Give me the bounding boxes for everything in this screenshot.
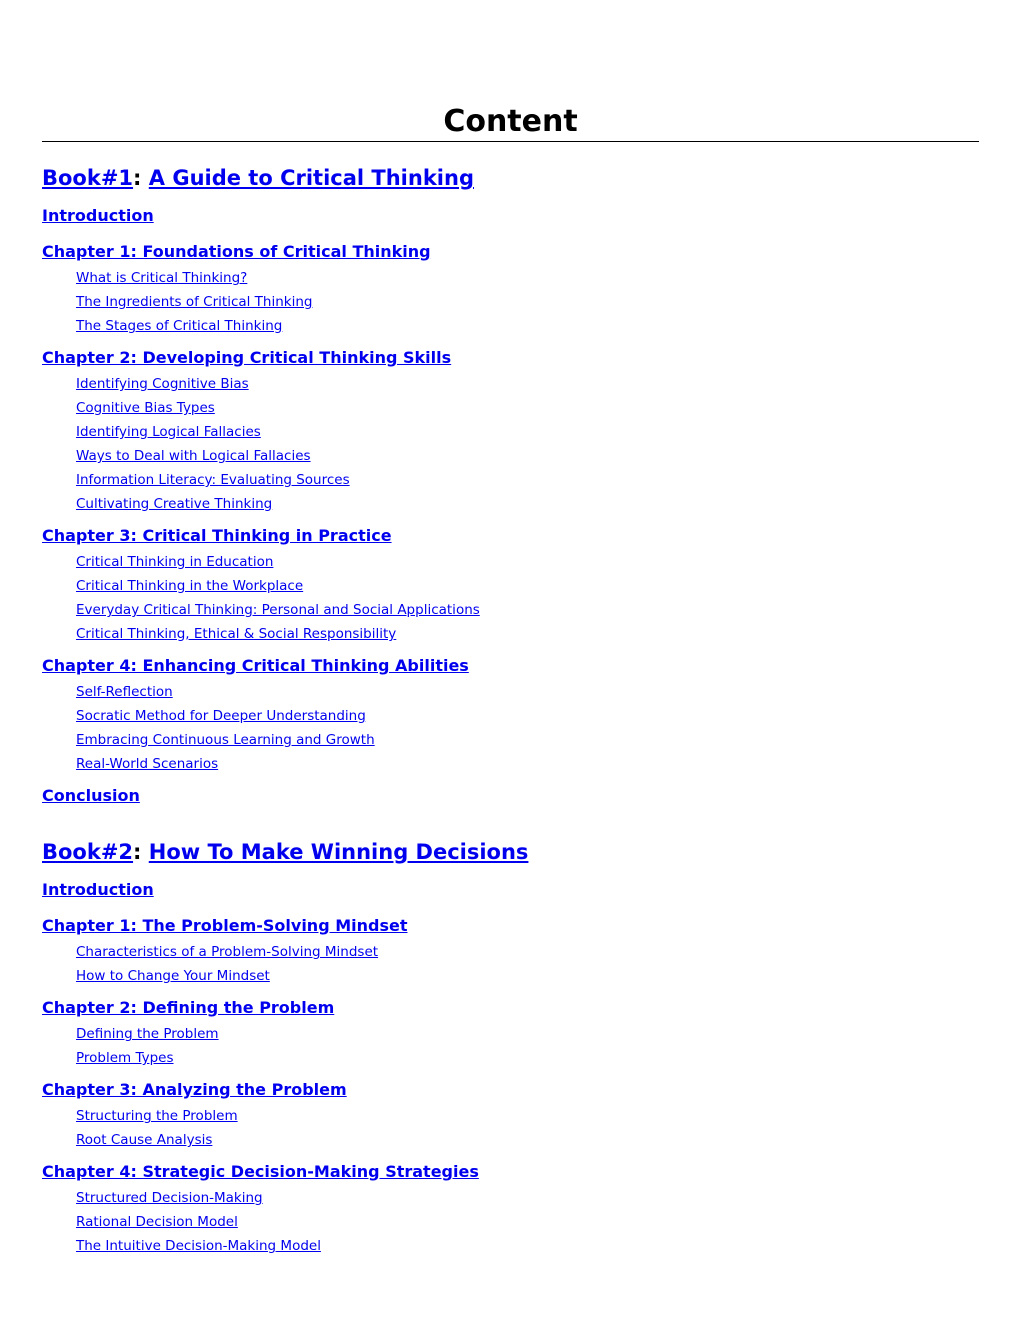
toc-chapter-link[interactable]: Chapter 3: Critical Thinking in Practice [42, 526, 392, 545]
toc-section-link[interactable]: Critical Thinking, Ethical & Social Responsibility [76, 626, 397, 642]
book-colon: : [133, 840, 142, 864]
toc-section-link[interactable]: Critical Thinking in the Workplace [76, 578, 304, 594]
toc-section-link[interactable]: How to Change Your Mindset [76, 968, 270, 984]
toc-section-link[interactable]: Critical Thinking in Education [76, 554, 274, 570]
toc-section-link[interactable]: Ways to Deal with Logical Fallacies [76, 448, 311, 464]
toc-chapter-link[interactable]: Chapter 4: Strategic Decision-Making Strategies [42, 1162, 479, 1181]
book-heading [42, 837, 979, 867]
toc-section-link[interactable]: Self-Reflection [76, 684, 173, 700]
toc-section-link[interactable]: The Stages of Critical Thinking [76, 318, 283, 334]
toc-section-link[interactable]: Defining the Problem [76, 1026, 219, 1042]
toc-section-link[interactable]: Characteristics of a Problem-Solving Mindset [76, 944, 379, 960]
book-label-link[interactable]: Book#1 [42, 166, 134, 190]
toc-chapter-link[interactable]: Chapter 1: The Problem-Solving Mindset [42, 916, 408, 935]
toc-section-link[interactable]: Problem Types [76, 1050, 174, 1066]
toc-section-link[interactable]: Everyday Critical Thinking: Personal and Social Applications [76, 602, 480, 618]
title-divider [42, 141, 979, 142]
toc-introduction-link[interactable]: Introduction [42, 206, 154, 225]
toc-section-link[interactable]: Structuring the Problem [76, 1108, 238, 1124]
toc-introduction-link[interactable]: Introduction [42, 880, 154, 899]
toc-section-link[interactable]: Rational Decision Model [76, 1214, 238, 1230]
toc-chapter-link[interactable]: Chapter 2: Developing Critical Thinking Skills [42, 348, 452, 367]
toc-section-link[interactable]: The Intuitive Decision-Making Model [76, 1238, 321, 1254]
book-title-link[interactable]: A Guide to Critical Thinking [148, 166, 474, 190]
toc-section-link[interactable]: Root Cause Analysis [76, 1132, 213, 1148]
toc-section-link[interactable]: Cognitive Bias Types [76, 400, 215, 416]
toc-section-link[interactable]: What is Critical Thinking? [76, 270, 248, 286]
toc-chapter-link[interactable]: Chapter 4: Enhancing Critical Thinking Abilities [42, 656, 469, 675]
toc-chapter-link[interactable]: Chapter 1: Foundations of Critical Thinking [42, 242, 431, 261]
page-title: Content [443, 104, 578, 139]
book-label-link[interactable]: Book#2 [42, 840, 134, 864]
table-of-contents [42, 163, 979, 1258]
book-title-link[interactable]: How To Make Winning Decisions [148, 840, 529, 864]
toc-section-link[interactable]: The Ingredients of Critical Thinking [76, 294, 313, 310]
toc-conclusion-link[interactable]: Conclusion [42, 786, 140, 805]
toc-section-link[interactable]: Embracing Continuous Learning and Growth [76, 732, 375, 748]
toc-section-link[interactable]: Structured Decision-Making [76, 1190, 263, 1206]
toc-section-link[interactable]: Identifying Logical Fallacies [76, 424, 261, 440]
toc-section-link[interactable]: Socratic Method for Deeper Understanding [76, 708, 366, 724]
toc-chapter-link[interactable]: Chapter 2: Defining the Problem [42, 998, 335, 1017]
toc-section-link[interactable]: Real-World Scenarios [76, 756, 219, 772]
book-heading [42, 163, 979, 193]
toc-chapter-link[interactable]: Chapter 3: Analyzing the Problem [42, 1080, 347, 1099]
toc-section-link[interactable]: Cultivating Creative Thinking [76, 496, 273, 512]
book-colon: : [133, 166, 142, 190]
toc-section-link[interactable]: Identifying Cognitive Bias [76, 376, 249, 392]
toc-section-link[interactable]: Information Literacy: Evaluating Sources [76, 472, 350, 488]
